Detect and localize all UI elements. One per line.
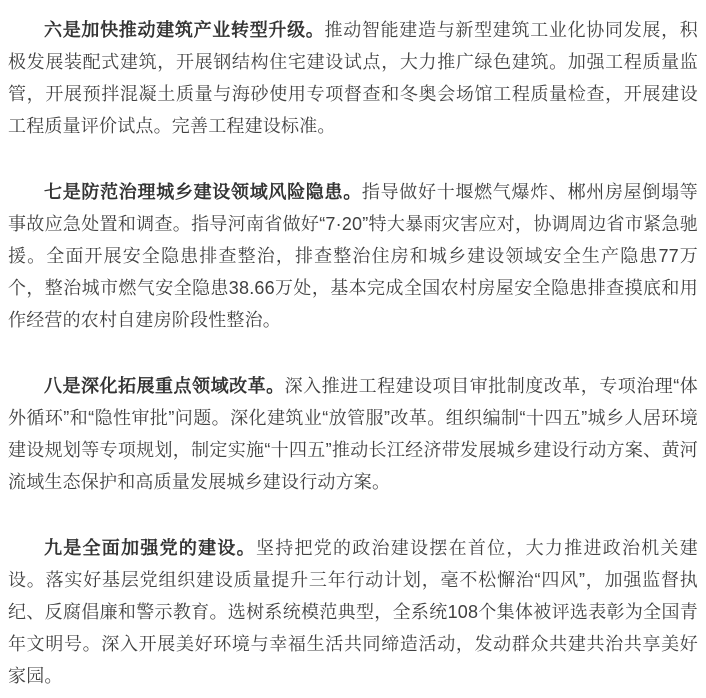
paragraph [8, 176, 698, 336]
paragraph-text: 推动智能建造与新型建筑工业化协同发展，积极发展装配式建筑，开展钢结构住宅建设试点，大力推广绿色建筑。加强工程质量监管，开展预拌混凝土质量与海砂使用专项督查和冬奥会场馆工程质量检查，开展建设工程质量评价试点。完善工程建设标准。 [8, 20, 698, 136]
paragraph-text: 指导做好十堰燃气爆炸、郴州房屋倒塌等事故应急处置和调查。指导河南省做好“7·20”特大暴雨灾害应对，协调周边省市紧急驰援。全面开展安全隐患排查整治，排查整治住房和城乡建设领域安全生产隐患77万个，整治城市燃气安全隐患38.66万处，基本完成全国农村房屋安全隐患排查摸底和用作经营的农村自建房阶段性整治。 [8, 182, 698, 330]
paragraph-lead: 九是全面加强党的建设。 [44, 538, 256, 558]
paragraph [8, 532, 698, 692]
paragraph-text: 深入推进工程建设项目审批制度改革，专项治理“体外循环”和“隐性审批”问题。深化建筑业“放管服”改革。组织编制“十四五”城乡人居环境建设规划等专项规划，制定实施“十四五”推动长江经济带发展城乡建设行动方案、黄河流域生态保护和高质量发展城乡建设行动方案。 [8, 376, 698, 492]
paragraph-lead: 七是防范治理城乡建设领域风险隐患。 [44, 182, 362, 202]
paragraph-text: 坚持把党的政治建设摆在首位，大力推进政治机关建设。落实好基层党组织建设质量提升三年行动计划，毫不松懈治“四风”，加强监督执纪、反腐倡廉和警示教育。选树系统模范典型，全系统108个集体被评选表彰为全国青年文明号。深入开展美好环境与幸福生活共同缔造活动，发动群众共建共治共享美好家园。 [8, 538, 698, 686]
paragraph [8, 370, 698, 498]
paragraph-lead: 六是加快推动建筑产业转型升级。 [44, 20, 325, 40]
paragraph-lead: 八是深化拓展重点领域改革。 [44, 376, 285, 396]
paragraph [8, 14, 698, 142]
